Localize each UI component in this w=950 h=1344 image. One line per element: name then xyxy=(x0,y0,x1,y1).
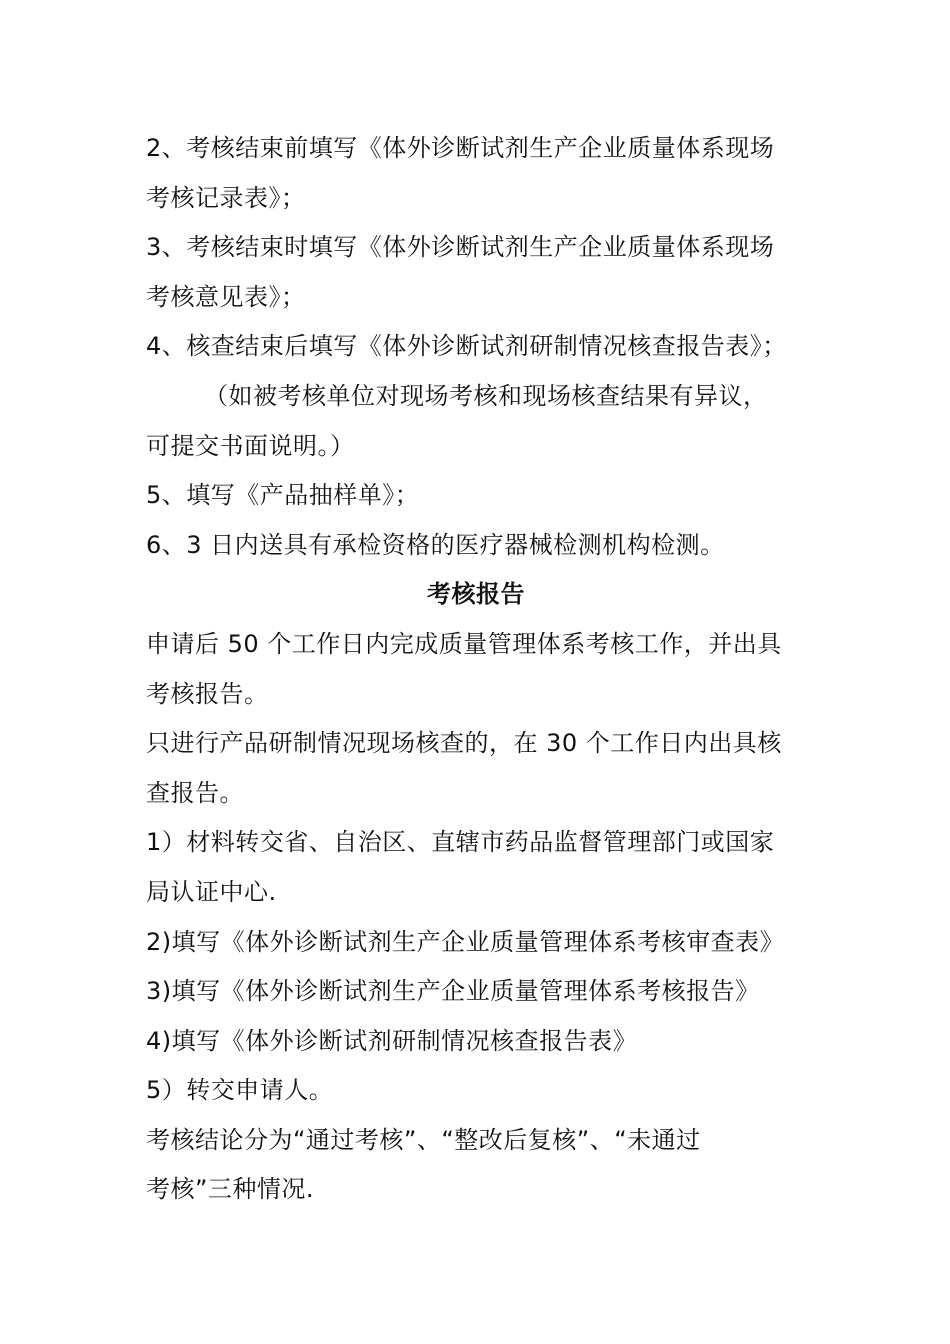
paragraph-line: 查报告。 xyxy=(146,778,244,807)
paragraph-line: 2)填写《体外诊断试剂生产企业质量管理体系考核审查表》 xyxy=(146,927,785,956)
paragraph-line: 3)填写《体外诊断试剂生产企业质量管理体系考核报告》 xyxy=(146,977,760,1006)
paragraph-line: 5）转交申请人。 xyxy=(146,1076,334,1105)
paragraph-line: 4)填写《体外诊断试剂研制情况核查报告表》 xyxy=(146,1026,638,1055)
paragraph-line: 1）材料转交省、自治区、直辖市药品监督管理部门或国家 xyxy=(146,828,775,857)
paragraph-line: 考核报告。 xyxy=(146,679,269,708)
paragraph-line: 考核结论分为“通过考核”、“整改后复核”、“未通过 xyxy=(146,1125,701,1154)
note-line: 可提交书面说明。） xyxy=(146,431,355,460)
paragraph-line: 4、核查结束后填写《体外诊断试剂研制情况核查报告表》； xyxy=(146,332,787,361)
paragraph-line: 申请后 50 个工作日内完成质量管理体系考核工作，并出具 xyxy=(146,629,782,658)
paragraph-line: 6、3 日内送具有承检资格的医疗器械检测机构检测。 xyxy=(146,530,725,559)
section-heading: 考核报告 xyxy=(427,580,525,609)
paragraph-line: 2、考核结束前填写《体外诊断试剂生产企业质量体系现场 xyxy=(146,134,775,162)
paragraph-line: 考核”三种情况. xyxy=(146,1175,315,1204)
paragraph-line: 考核记录表》； xyxy=(146,183,306,212)
document-body xyxy=(146,124,806,1215)
note-line: （如被考核单位对现场考核和现场核查结果有异议， xyxy=(204,381,768,410)
paragraph-line: 局认证中心. xyxy=(146,877,277,906)
paragraph-line: 只进行产品研制情况现场核查的，在 30 个工作日内出具核 xyxy=(146,729,782,758)
paragraph-line: 考核意见表》； xyxy=(146,282,306,311)
paragraph-line: 3、考核结束时填写《体外诊断试剂生产企业质量体系现场 xyxy=(146,233,775,262)
paragraph-line: 5、填写《产品抽样单》； xyxy=(146,481,420,510)
